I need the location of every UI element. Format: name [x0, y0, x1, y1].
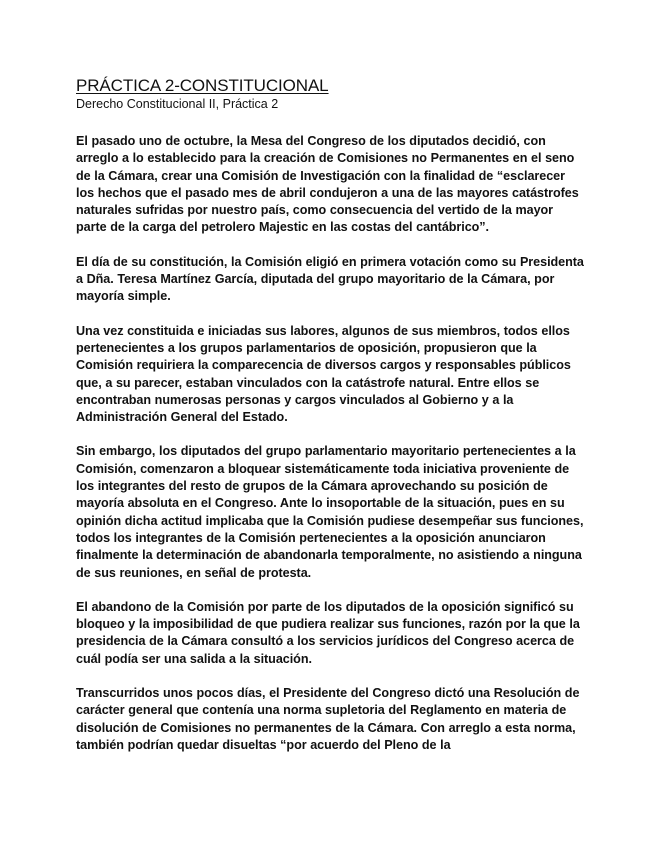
paragraph-5: El abandono de la Comisión por parte de los diputados de la oposición significó su bloqueo y la imposibilidad de que pudiera realizar sus funciones, razón por la que la presidencia de la Cámara consultó a los servicios jurídicos del Congreso acerca de cuál podía ser una salida a la situación.	[76, 599, 580, 666]
paragraph-4: Sin embargo, los diputados del grupo parlamentario mayoritario pertenecientes a la Comisión, comenzaron a bloquear sistemáticamente toda iniciativa proveniente de los integrantes del resto de grupos de la Cámara aprovechando su posición de mayoría absoluta en el Congreso. Ante lo insoportable de la situación, pues en su opinión dicha actitud implicaba que la Comisión pudiese desempeñar sus funciones, todos los integrantes de la Comisión pertenecientes a la oposición anunciaron finalmente la determinación de abandonarla temporalmente, no asistiendo a ninguna de sus reuniones, en señal de protesta.	[76, 444, 584, 580]
paragraph-2: El día de su constitución, la Comisión eligió en primera votación como su Presidenta a Dña. Teresa Martínez García, diputada del grupo mayoritario de la Cámara, por mayoría simple.	[76, 254, 584, 304]
document-subtitle: Derecho Constitucional II, Práctica 2	[76, 97, 279, 111]
document-title: PRÁCTICA 2-CONSTITUCIONAL	[76, 76, 329, 95]
document-body	[76, 133, 585, 754]
paragraph-6: Transcurridos unos pocos días, el Presidente del Congreso dictó una Resolución de carácter general que contenía una norma supletoria del Reglamento en materia de disolución de Comisiones no permanentes de la Cámara. Con arreglo a esta norma, también podrían quedar disueltas “por acuerdo del Pleno de la	[76, 686, 580, 752]
paragraph-3: Una vez constituida e iniciadas sus labores, algunos de sus miembros, todos ellos pertenecientes a los grupos parlamentarios de oposición, propusieron que la Comisión requiriera la comparecencia de diversos cargos y responsables públicos que, a su parecer, estaban vinculados con la catástrofe natural. Entre ellos se encontraban numerosas personas y cargos vinculados al Gobierno y a la Administración General del Estado.	[76, 323, 571, 425]
paragraph-1: El pasado uno de octubre, la Mesa del Congreso de los diputados decidió, con arreglo a lo establecido para la creación de Comisiones no Permanentes en el seno de la Cámara, crear una Comisión de Investigación con la finalidad de “esclarecer los hechos que el pasado mes de abril condujeron a una de las mayores catástrofes naturales sufridas por nuestro país, como consecuencia del vertido de la mayor parte de la carga del petrolero Majestic en las costas del cantábrico”.	[76, 134, 579, 235]
